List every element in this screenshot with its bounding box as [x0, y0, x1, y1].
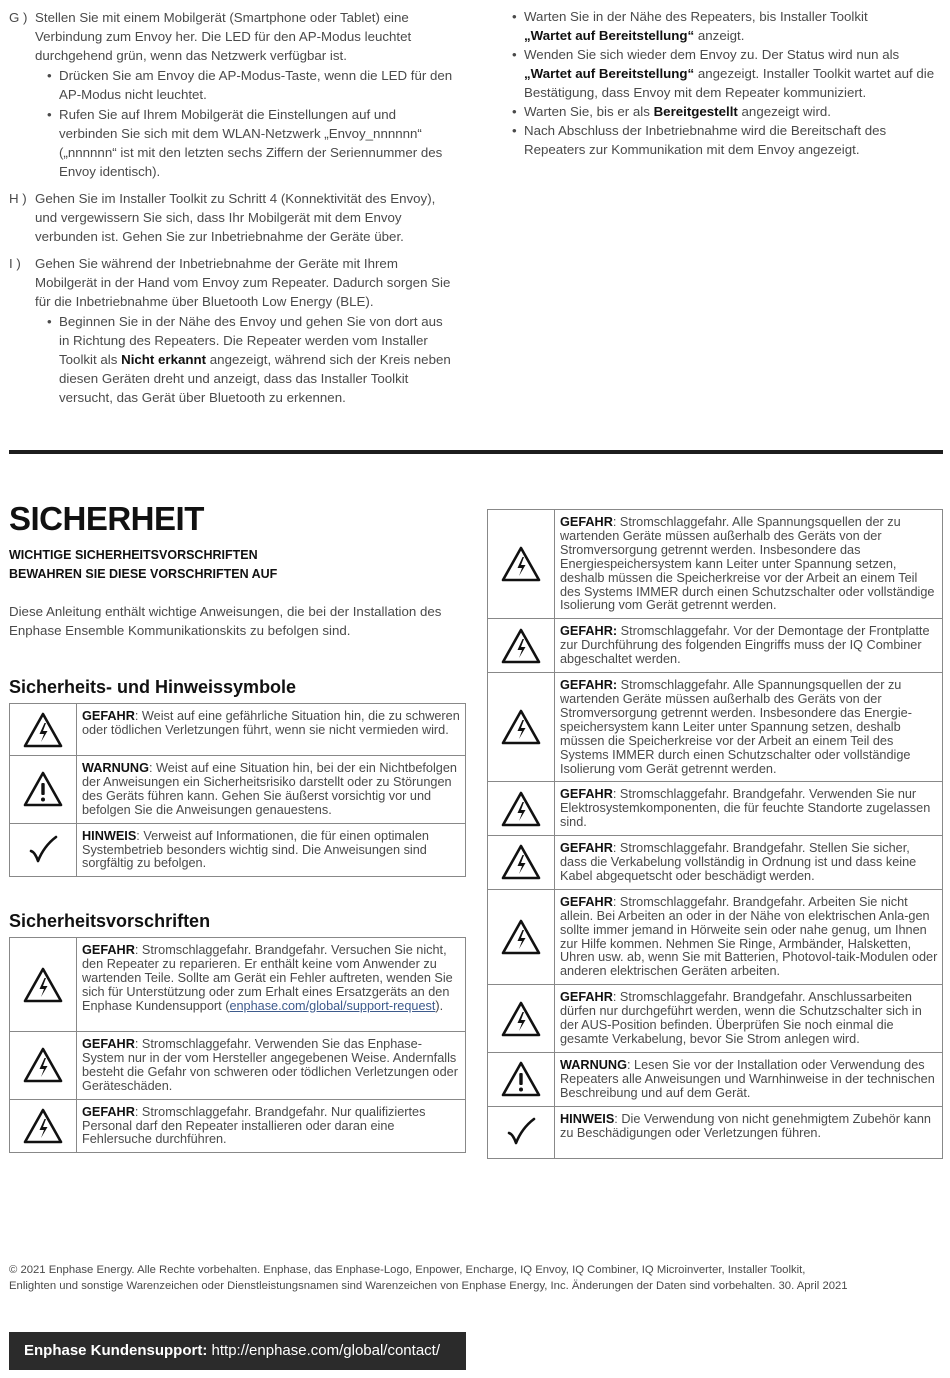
safety-text: Stromschlaggefahr. Vor der Demontage der Frontplatte zur Durchführung des folgenden Eingriffs muss der IQ Combiner abgeschaltet werden. [560, 624, 930, 667]
safety-row [10, 938, 466, 1032]
safety-label: GEFAHR [560, 894, 613, 909]
safety-row [488, 889, 943, 984]
step-g-label: G ) [9, 10, 28, 25]
safety-text-cell [555, 782, 943, 836]
safety-row [10, 704, 466, 756]
safety-text: : Stromschlaggefahr. Verwenden Sie das Enphase-System nur in der vom Hersteller angegebenen Weise. Andernfalls besteht die Gefahr von schweren oder tödlichen Verletzungen oder Geräteschäden. [82, 1037, 458, 1093]
safety-row [488, 836, 943, 890]
safety-caps-line-2: BEWAHREN SIE DIESE VORSCHRIFTEN AUF [9, 567, 278, 581]
checkmark-icon [11, 833, 75, 867]
safety-text: : Stromschlaggefahr. Alle Spannungsquellen der zu wartenden Geräte müssen außerhalb des Geräts von der Stromversorgung getrennt werden. Insbesondere das Energiespeichersystem kann Leiter unter Spannung setzen, deshalb müssen die Speicherkreise vor der Arbeit an einem Teil des Systems IMMER durch einen Schutzschalter oder vollständige Isolierung vom Gerät getrennt werden. [560, 515, 935, 613]
warning-icon [11, 771, 75, 807]
safety-text-cell [555, 1106, 943, 1158]
symbol-cell [488, 985, 555, 1053]
safety-text: : Lesen Sie vor der Installation oder Verwendung des Repeaters alle Anweisungen und Warnhinweise in der technischen Beschreibung und auf dem Gerät. [560, 1057, 935, 1100]
electric-hazard-icon [489, 546, 553, 582]
safety-text: : Stromschlaggefahr. Brandgefahr. Stellen Sie sicher, dass die Verkabelung vollständig in Ordnung ist und dass keine Kabel abgequetscht oder beschädigt werden. [560, 841, 917, 883]
safety-text-cell [555, 1052, 943, 1106]
safety-row [488, 782, 943, 836]
electric-hazard-icon [11, 1047, 75, 1083]
safety-text-cell [555, 510, 943, 619]
support-label: Enphase Kundensupport: [24, 1342, 208, 1359]
safety-text-cell [77, 1099, 466, 1153]
right-bullet-2: • Wenden Sie sich wieder dem Envoy zu. Der Status wird nun als „Wartet auf Bereitstellung“ angezeigt. Installer Toolkit wartet auf die Bestätigung, dass Envoy mit dem Repeater kommuniziert. [512, 45, 944, 102]
installation-steps-left [9, 8, 455, 413]
symbol-cell [488, 673, 555, 782]
safety-row [488, 673, 943, 782]
rules-heading: Sicherheitsvorschriften [9, 911, 211, 931]
safety-text-cell [77, 1032, 466, 1100]
safety-text-cell [77, 704, 466, 756]
symbols-heading: Sicherheits- und Hinweissymbole [9, 677, 297, 697]
symbol-cell [488, 1106, 555, 1158]
symbol-cell [488, 619, 555, 673]
safety-row [488, 619, 943, 673]
step-h [9, 189, 455, 246]
step-g [9, 8, 455, 181]
safety-text-cell [77, 823, 466, 877]
symbol-cell [488, 782, 555, 836]
safety-text: : Stromschlaggefahr. Brandgefahr. Anschlussarbeiten dürfen nur durchgeführt werden, wenn die Schutzschalter sich in der AUS-Position befinden. Überprüfen Sie noch einmal die gesamte Verkabelung, bevor Sie Strom anlegen wird. [560, 990, 922, 1046]
electric-hazard-icon [489, 791, 553, 827]
safety-text: : Stromschlaggefahr. Brandgefahr. Verwenden Sie nur Elektrosystemkomponenten, die für feuchte Standorte zugelassen sind. [560, 787, 931, 830]
safety-row [488, 1052, 943, 1106]
safety-label: GEFAHR [82, 1104, 135, 1119]
safety-caps-line-1: WICHTIGE SICHERHEITSVORSCHRIFTEN [9, 548, 258, 562]
electric-hazard-icon [489, 709, 553, 745]
step-g-bullet-2: • Rufen Sie auf Ihrem Mobilgerät die Einstellungen auf und verbinden Sie sich mit dem WLAN-Netzwerk „Envoy_nnnnnn“ („nnnnnn“ ist mit den letzten sechs Ziffern der Seriennummer des Envoy identisch). [47, 105, 455, 181]
right-bullet-4: • Nach Abschluss der Inbetriebnahme wird die Bereitschaft des Repeaters zur Kommunikation mit dem Envoy angezeigt. [512, 121, 944, 159]
safety-text: : Verweist auf Informationen, die für einen optimalen Systembetrieb besonders wichtig sind. Die Anweisungen sind sorgfältig zu befolgen. [82, 828, 429, 871]
safety-label: HINWEIS [560, 1111, 615, 1126]
safety-text-cell [555, 889, 943, 984]
safety-row [10, 1099, 466, 1153]
safety-row [488, 1106, 943, 1158]
symbol-cell [10, 704, 77, 756]
copyright-line-1: © 2021 Enphase Energy. Alle Rechte vorbehalten. Enphase, das Enphase-Logo, Enpower, Encharge, IQ Envoy, IQ Combiner, IQ Microinverter, Installer Toolkit, [9, 1264, 806, 1276]
safety-label: GEFAHR [82, 943, 135, 957]
copyright-notice [9, 1262, 848, 1294]
safety-label: GEFAHR [82, 1037, 135, 1051]
safety-row [10, 823, 466, 877]
symbol-cell [10, 823, 77, 877]
electric-hazard-icon [489, 919, 553, 955]
step-i-bullet: • Beginnen Sie in der Nähe des Envoy und gehen Sie von dort aus in Richtung des Repeaters. Die Repeater werden vom Installer Toolkit als Nicht erkannt angezeigt, während sich der Kreis neben diesen Geräten dreht und anzeigt, dass das Installer Toolkit versucht, das Gerät über Bluetooth zu erkennen. [47, 312, 455, 407]
electric-hazard-icon [11, 1108, 75, 1144]
copyright-line-2: Enlighten und sonstige Warenzeichen oder Dienstleistungsnamen sind Warenzeichen von Enphase Energy, Inc. Änderungen der Daten sind vorbehalten. 30. April 2021 [9, 1280, 848, 1292]
safety-row [488, 510, 943, 619]
safety-text-cell [555, 619, 943, 673]
symbol-cell [10, 938, 77, 1032]
installation-steps-right [512, 7, 944, 159]
symbol-cell [10, 1099, 77, 1153]
safety-subtitle [9, 546, 277, 584]
safety-text-cell [555, 673, 943, 782]
electric-hazard-icon [489, 844, 553, 880]
safety-label: GEFAHR [82, 709, 135, 723]
electric-hazard-icon [489, 628, 553, 664]
safety-text-suffix: ). [435, 998, 444, 1013]
support-request-link[interactable]: enphase.com/global/support-request [229, 998, 436, 1013]
symbol-cell [10, 756, 77, 824]
safety-label: GEFAHR: [560, 624, 618, 639]
warning-icon [489, 1061, 553, 1097]
symbol-cell [488, 1052, 555, 1106]
rules-table-left [9, 937, 466, 1153]
electric-hazard-icon [11, 967, 75, 1003]
safety-text: : Stromschlaggefahr. Brandgefahr. Nur qualifiziertes Personal darf den Repeater installieren oder daran eine Fehlersuche durchführen. [82, 1104, 426, 1147]
step-h-label: H ) [9, 191, 27, 206]
safety-intro: Diese Anleitung enthält wichtige Anweisungen, die bei der Installation des Enphase Ensemble Kommunikationskits zu befolgen sind. [9, 604, 442, 638]
step-i-label: I ) [9, 256, 21, 271]
safety-row [10, 756, 466, 824]
safety-text-cell [555, 836, 943, 890]
step-g-text: Stellen Sie mit einem Mobilgerät (Smartphone oder Tablet) eine Verbindung zum Envoy her. Die LED für den AP-Modus leuchtet durchgehend grün, wenn das Netzwerk verfügbar ist. [35, 10, 412, 63]
rules-table-right [487, 509, 943, 1159]
safety-row [10, 1032, 466, 1100]
right-bullet-1: • Warten Sie in der Nähe des Repeaters, bis Installer Toolkit „Wartet auf Bereitstellung“ anzeigt. [512, 7, 944, 45]
electric-hazard-icon [489, 1001, 553, 1037]
safety-text-cell [555, 985, 943, 1053]
step-g-bullet-1: • Drücken Sie am Envoy die AP-Modus-Taste, wenn die LED für den AP-Modus nicht leuchtet. [47, 66, 455, 104]
safety-text: : Stromschlaggefahr. Brandgefahr. Arbeiten Sie nicht allein. Bei Arbeiten an oder in der Nähe von elektrischen Anla-gen sollte immer jemand in Hörweite sein oder nahe genug, um Ihnen zur Hilfe kommen. Nehmen Sie Ringe, Armbänder, Halsketten, Uhren usw. ab, wenn Sie mit Batterien, Photovol-taik-Modulen oder anderen elektrischen Geräten arbeiten. [560, 894, 938, 979]
safety-text: : Weist auf eine gefährliche Situation hin, die zu schweren oder tödlichen Verletzungen führt, wenn sie nicht vermieden wird. [82, 709, 460, 737]
symbol-cell [488, 510, 555, 619]
checkmark-icon [489, 1115, 553, 1149]
safety-text-cell [77, 756, 466, 824]
right-bullet-3: • Warten Sie, bis er als Bereitgestellt angezeigt wird. [512, 102, 944, 121]
section-divider [9, 450, 943, 454]
safety-title: SICHERHEIT [9, 500, 204, 537]
safety-label: WARNUNG [560, 1057, 627, 1072]
safety-label: GEFAHR: [560, 678, 618, 693]
symbol-cell [10, 1032, 77, 1100]
support-link[interactable]: http://enphase.com/global/contact/ [211, 1342, 440, 1359]
safety-row [488, 985, 943, 1053]
symbol-cell [488, 889, 555, 984]
safety-text: : Weist auf eine Situation hin, bei der ein Nichtbefolgen der Anweisungen ein Sicherheitsrisiko darstellt oder zu Störungen des Geräts führen kann. Gehen Sie äußerst vorsichtig vor und befolgen Sie die Anweisungen genauestens. [82, 761, 457, 817]
symbols-table [9, 703, 466, 877]
symbol-cell [488, 836, 555, 890]
step-h-text: Gehen Sie im Installer Toolkit zu Schritt 4 (Konnektivität des Envoy), und vergewissern Sie sich, dass Ihr Mobilgerät mit dem Envoy verbunden ist. Gehen Sie zur Inbetriebnahme der Geräte über. [35, 191, 436, 244]
safety-label: GEFAHR [560, 787, 613, 802]
safety-label: GEFAHR [560, 990, 613, 1005]
safety-text: : Stromschlaggefahr. Brandgefahr. Versuchen Sie nicht, den Repeater zu reparieren. Er enthält keine vom Anwender zu wartenden Teile. Sollte am Gerät ein Fehler auftreten, wenden Sie sich für Unterstützung oder zum Erhalt eines Ersatzgeräts an den Enphase Kundensupport ( [82, 943, 453, 1013]
safety-text-cell [77, 938, 466, 1032]
safety-text: Stromschlaggefahr. Alle Spannungsquellen der zu wartenden Geräte müssen außerhalb des Geräts von der Stromversorgung getrennt werden. Insbesondere das Energie-speichersystem kann Leiter unter Spannung setzen, deshalb müssen die Speicherkreise vor der Arbeit an einem Teil des Systems IMMER durch einen Schutzschalter oder vollständige Isolierung vom Gerät getrennt werden. [560, 678, 912, 776]
safety-label: HINWEIS [82, 828, 137, 843]
safety-label: WARNUNG [82, 761, 149, 775]
safety-label: GEFAHR [560, 841, 613, 856]
step-i [9, 254, 455, 407]
support-banner [9, 1332, 466, 1370]
step-i-text: Gehen Sie während der Inbetriebnahme der Geräte mit Ihrem Mobilgerät in der Hand vom Envoy zum Repeater. Dadurch sorgen Sie für die Inbetriebnahme über Bluetooth Low Energy (BLE). [35, 256, 451, 309]
electric-hazard-icon [11, 712, 75, 748]
safety-text: : Die Verwendung von nicht genehmigtem Zubehör kann zu Beschädigungen oder Verletzungen führen. [560, 1111, 931, 1140]
safety-label: GEFAHR [560, 515, 613, 529]
